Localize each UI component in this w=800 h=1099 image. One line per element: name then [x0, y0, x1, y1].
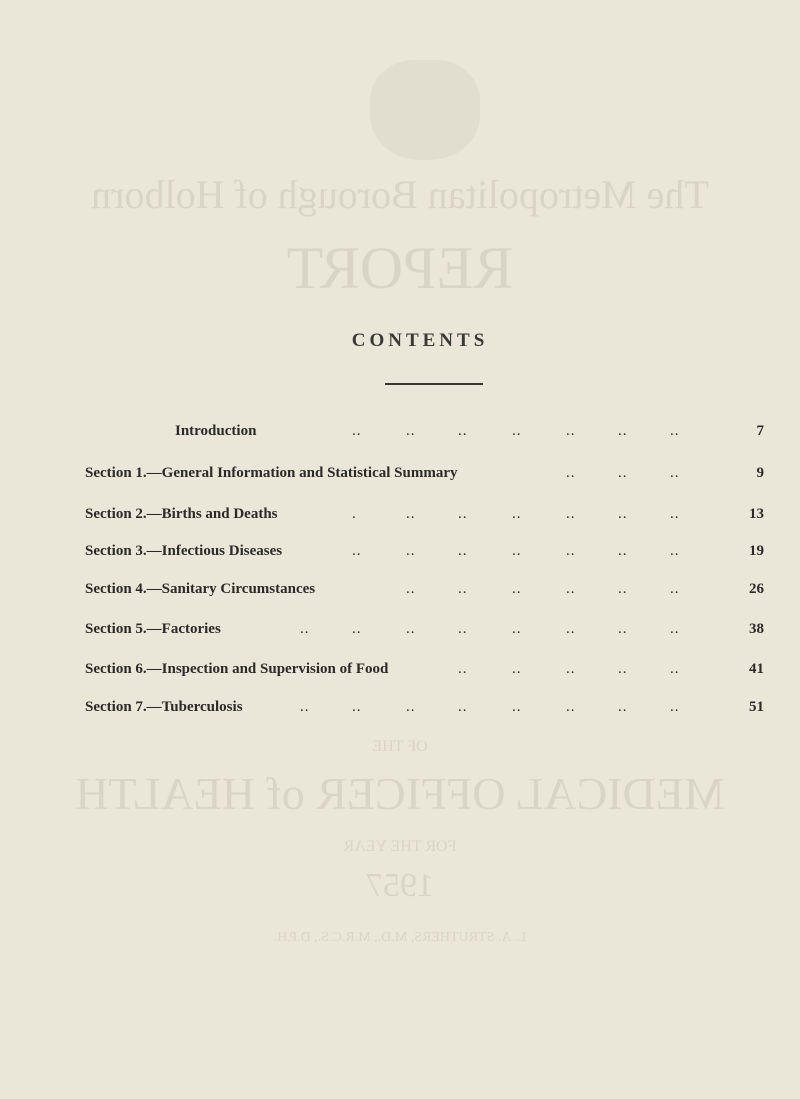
leader-dots: .. — [352, 621, 362, 637]
leader-dots: .. — [512, 581, 522, 597]
leader-dots: .. — [670, 661, 680, 677]
toc-entry — [0, 619, 800, 639]
bleed-through-of-the: OF THE — [372, 738, 428, 755]
toc-entry — [0, 659, 800, 679]
leader-dots: .. — [618, 423, 628, 439]
leader-dots: .. — [458, 699, 468, 715]
toc-entry-label: Section 7.—Tuberculosis — [85, 699, 243, 715]
leader-dots: .. — [458, 543, 468, 559]
leader-dots: .. — [458, 661, 468, 677]
leader-dots: .. — [458, 581, 468, 597]
bleed-through-year-label: FOR THE YEAR — [343, 838, 457, 855]
leader-dots: .. — [566, 465, 576, 481]
toc-entry-label: Section 6.—Inspection and Supervision of Food — [85, 661, 389, 677]
leader-dots: .. — [352, 423, 362, 439]
toc-entry — [0, 504, 800, 524]
toc-entry-label: Section 4.—Sanitary Circumstances — [85, 581, 316, 597]
leader-dots: .. — [670, 699, 680, 715]
leader-dots: .. — [566, 621, 576, 637]
leader-dots: .. — [566, 699, 576, 715]
leader-dots: .. — [406, 699, 416, 715]
leader-dots: .. — [566, 661, 576, 677]
leader-dots: .. — [406, 581, 416, 597]
leader-dots: . — [352, 506, 357, 522]
page-title: CONTENTS — [351, 330, 489, 351]
toc-entry — [0, 541, 800, 561]
leader-dots: .. — [670, 506, 680, 522]
leader-dots: .. — [458, 621, 468, 637]
toc-entry-label: Section 2.—Births and Deaths — [85, 506, 278, 522]
leader-dots: .. — [352, 699, 362, 715]
toc-entry-label: Section 3.—Infectious Diseases — [85, 543, 283, 559]
leader-dots: .. — [458, 506, 468, 522]
toc-page-number: 41 — [749, 661, 764, 677]
toc-entry — [0, 421, 800, 441]
leader-dots: .. — [618, 661, 628, 677]
leader-dots: .. — [512, 423, 522, 439]
leader-dots: .. — [566, 581, 576, 597]
bleed-through-author: L. A. STRUTHERS, M.D., M.R.C.S., D.P.H. — [273, 930, 527, 945]
leader-dots: .. — [618, 699, 628, 715]
leader-dots: .. — [618, 506, 628, 522]
toc-entry — [0, 697, 800, 717]
leader-dots: .. — [458, 423, 468, 439]
toc-entry-label: Section 5.—Factories — [85, 621, 221, 637]
toc-entry — [0, 579, 800, 599]
toc-page-number: 19 — [749, 543, 764, 559]
toc-page-number: 38 — [749, 621, 764, 637]
leader-dots: .. — [566, 423, 576, 439]
leader-dots: .. — [670, 465, 680, 481]
leader-dots: .. — [406, 423, 416, 439]
leader-dots: .. — [670, 621, 680, 637]
leader-dots: .. — [512, 699, 522, 715]
bleed-through-crest — [370, 60, 480, 160]
leader-dots: .. — [566, 543, 576, 559]
leader-dots: .. — [512, 661, 522, 677]
bleed-through-officer: MEDICAL OFFICER of HEALTH — [75, 768, 725, 819]
leader-dots: .. — [670, 423, 680, 439]
title-rule — [385, 383, 483, 385]
toc-entry — [0, 463, 800, 483]
leader-dots: .. — [670, 543, 680, 559]
leader-dots: .. — [618, 621, 628, 637]
leader-dots: .. — [352, 543, 362, 559]
toc-entry-label: Section 1.—General Information and Statistical Summary — [85, 465, 458, 481]
bleed-through-heading: The Metropolitan Borough of Holborn — [91, 172, 709, 217]
leader-dots: .. — [512, 621, 522, 637]
toc-entry-label: Introduction — [175, 423, 257, 439]
leader-dots: .. — [406, 543, 416, 559]
bleed-through-year: 1957 — [366, 867, 434, 904]
leader-dots: .. — [670, 581, 680, 597]
toc-page-number: 13 — [749, 506, 764, 522]
leader-dots: .. — [300, 621, 310, 637]
toc-page-number: 51 — [749, 699, 764, 715]
leader-dots: .. — [406, 506, 416, 522]
leader-dots: .. — [512, 506, 522, 522]
toc-page-number: 26 — [749, 581, 764, 597]
leader-dots: .. — [566, 506, 576, 522]
leader-dots: .. — [512, 543, 522, 559]
leader-dots: .. — [406, 621, 416, 637]
leader-dots: .. — [300, 699, 310, 715]
leader-dots: .. — [618, 465, 628, 481]
bleed-through-report: REPORT — [286, 235, 514, 301]
toc-page-number: 9 — [756, 465, 764, 481]
leader-dots: .. — [618, 543, 628, 559]
toc-page-number: 7 — [756, 423, 764, 439]
leader-dots: .. — [618, 581, 628, 597]
